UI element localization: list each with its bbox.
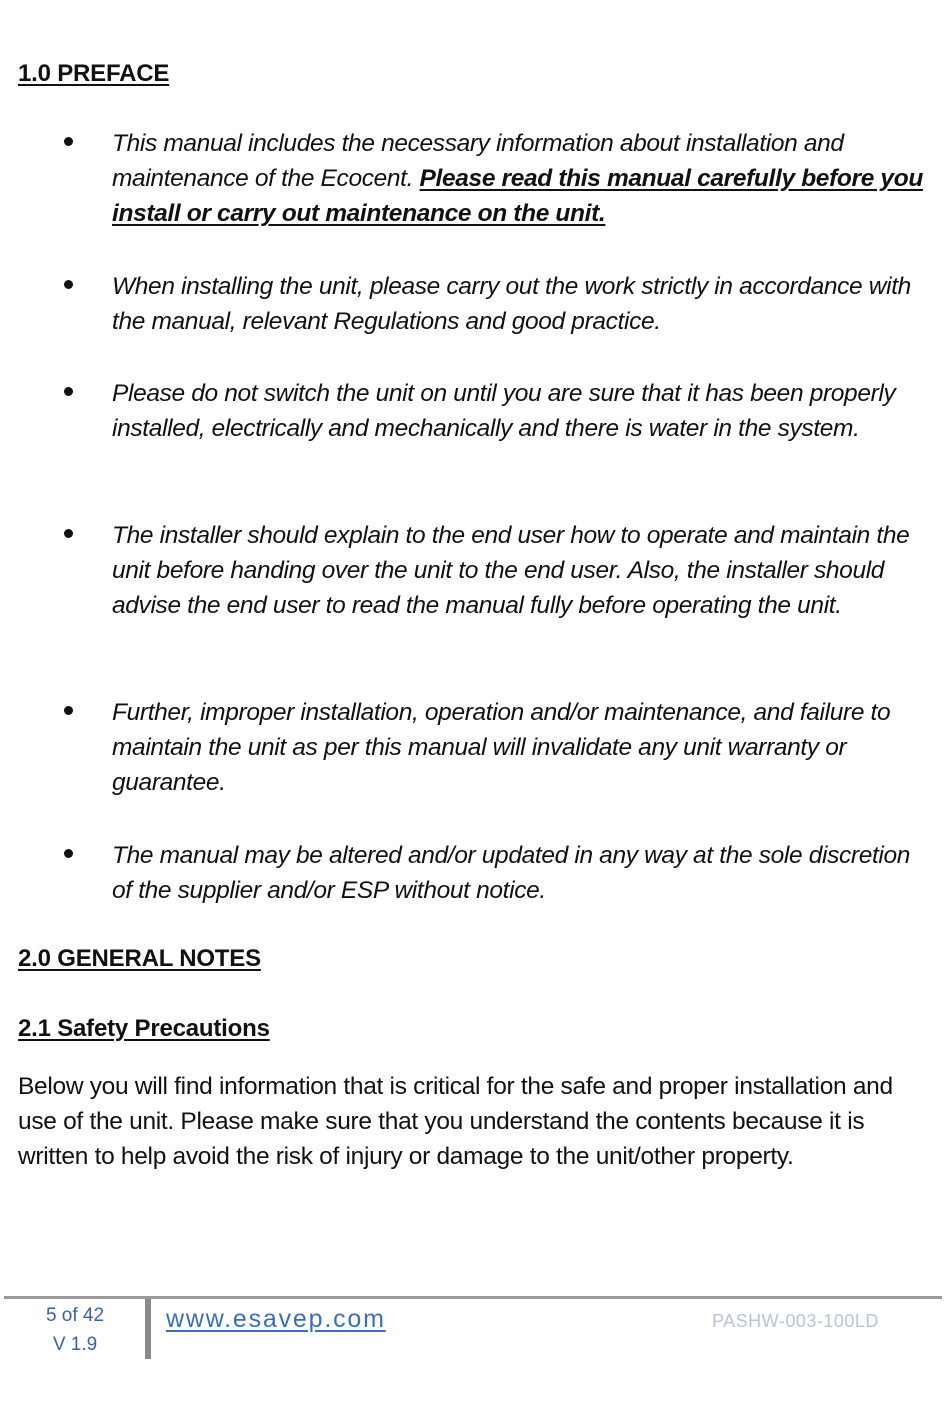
bullet-text-emphasis: Please read this manual carefully before you install or carry out maintenance on the unit. <box>112 165 923 228</box>
bullet-dot-icon <box>64 280 73 289</box>
document-code: PASHW-003-100LD <box>712 1311 879 1331</box>
footer-page-info <box>20 1301 130 1359</box>
bullet-dot-icon <box>64 706 73 715</box>
safety-precautions-body: Below you will find information that is critical for the safe and proper installation and use of the unit. Please make sure that you understand the contents because it is written to help avoid the risk of injury or damage to the unit/other property. <box>18 1073 893 1171</box>
footer-divider <box>145 1299 151 1359</box>
bullet-text: Further, improper installation, operation and/or maintenance, and failure to maintain the unit as per this manual will invalidate any unit warranty or guarantee. <box>112 699 891 797</box>
bullet-dot-icon <box>64 137 73 146</box>
bullet-text <box>112 126 934 232</box>
general-notes-heading: 2.0 GENERAL NOTES <box>18 945 261 972</box>
bullet-text: The manual may be altered and/or updated in any way at the sole discretion of the supplier and/or ESP without notice. <box>112 842 911 905</box>
preface-heading: 1.0 PREFACE <box>18 60 170 87</box>
bullet-text-plain: This manual includes the necessary information about installation and maintenance of the Ecocent. <box>112 130 844 193</box>
bullet-dot-icon <box>64 849 73 858</box>
version-label: V 1.9 <box>52 1334 98 1355</box>
bullet-text: When installing the unit, please carry out the work strictly in accordance with the manual, relevant Regulations and good practice. <box>112 273 911 336</box>
website-link[interactable]: www.esavep.com <box>166 1305 386 1333</box>
bullet-text: Please do not switch the unit on until you are sure that it has been properly installed, electrically and mechanically and there is water in the system. <box>112 380 896 443</box>
safety-precautions-heading: 2.1 Safety Precautions <box>18 1015 270 1042</box>
bullet-dot-icon <box>64 387 73 396</box>
bullet-text: The installer should explain to the end user how to operate and maintain the unit before handing over the unit to the end user. Also, the installer should advise the end user to read the manual fully before operating the unit. <box>112 522 910 620</box>
bullet-dot-icon <box>64 529 73 538</box>
page-number: 5 of 42 <box>45 1305 105 1326</box>
